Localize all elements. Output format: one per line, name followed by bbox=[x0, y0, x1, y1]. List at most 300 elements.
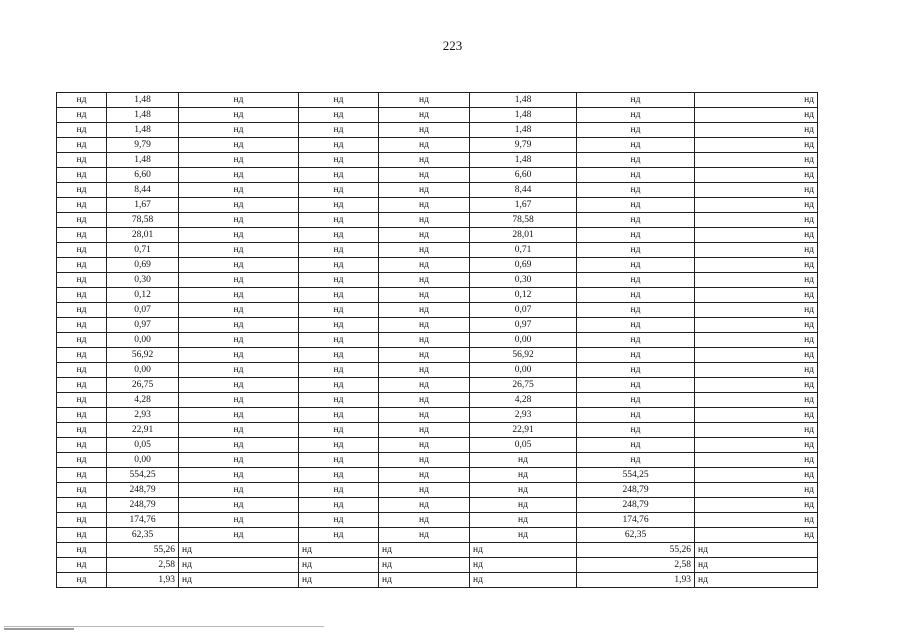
table-row bbox=[57, 558, 818, 573]
table-row bbox=[57, 453, 818, 468]
table-cell: 0,97 bbox=[107, 318, 179, 333]
table-cell: нд bbox=[179, 513, 299, 528]
table-cell: 0,05 bbox=[107, 438, 179, 453]
table-cell: нд bbox=[695, 453, 818, 468]
table-cell: нд bbox=[379, 153, 470, 168]
table-cell: нд bbox=[695, 408, 818, 423]
table-cell: нд bbox=[299, 213, 379, 228]
table-cell: 56,92 bbox=[470, 348, 577, 363]
table-cell: нд bbox=[299, 483, 379, 498]
table-cell: 78,58 bbox=[470, 213, 577, 228]
table-cell: нд bbox=[299, 153, 379, 168]
table-row bbox=[57, 543, 818, 558]
table-row bbox=[57, 468, 818, 483]
table-cell: нд bbox=[179, 288, 299, 303]
table-cell: нд bbox=[577, 258, 695, 273]
table-cell: 248,79 bbox=[577, 498, 695, 513]
table-cell: 0,07 bbox=[470, 303, 577, 318]
table-cell: нд bbox=[57, 468, 107, 483]
table-cell: нд bbox=[57, 528, 107, 543]
table-cell: нд bbox=[57, 423, 107, 438]
table-cell: нд bbox=[179, 408, 299, 423]
table-row bbox=[57, 333, 818, 348]
table-cell: нд bbox=[179, 378, 299, 393]
table-cell: 0,12 bbox=[107, 288, 179, 303]
table-cell: 9,79 bbox=[107, 138, 179, 153]
table-cell: нд bbox=[179, 543, 299, 558]
table-cell: нд bbox=[695, 123, 818, 138]
table-cell: нд bbox=[299, 273, 379, 288]
table-cell: нд bbox=[57, 348, 107, 363]
table-cell: нд bbox=[179, 168, 299, 183]
table-cell: нд bbox=[379, 108, 470, 123]
table-cell: нд bbox=[299, 228, 379, 243]
table-cell: нд bbox=[179, 483, 299, 498]
table-cell: нд bbox=[57, 153, 107, 168]
table-cell: 248,79 bbox=[107, 498, 179, 513]
table-cell: 1,48 bbox=[107, 108, 179, 123]
table-cell: нд bbox=[577, 138, 695, 153]
table-cell: нд bbox=[695, 153, 818, 168]
table-cell: нд bbox=[57, 573, 107, 588]
table-cell: нд bbox=[379, 183, 470, 198]
table-cell: нд bbox=[695, 333, 818, 348]
table-cell: нд bbox=[179, 423, 299, 438]
table-cell: нд bbox=[57, 198, 107, 213]
table-cell: 1,48 bbox=[107, 123, 179, 138]
table-cell: 0,30 bbox=[107, 273, 179, 288]
table-cell: нд bbox=[299, 168, 379, 183]
table-cell: нд bbox=[379, 393, 470, 408]
table-cell: 62,35 bbox=[577, 528, 695, 543]
table-row bbox=[57, 198, 818, 213]
table-cell: нд bbox=[577, 333, 695, 348]
table-cell: нд bbox=[179, 348, 299, 363]
table-cell: нд bbox=[179, 453, 299, 468]
table-cell: нд bbox=[379, 423, 470, 438]
table-cell: 0,07 bbox=[107, 303, 179, 318]
table-cell: 9,79 bbox=[470, 138, 577, 153]
table-cell: нд bbox=[577, 363, 695, 378]
table-cell: нд bbox=[695, 93, 818, 108]
table-row bbox=[57, 378, 818, 393]
table-row bbox=[57, 438, 818, 453]
table-cell: нд bbox=[470, 483, 577, 498]
table-cell: нд bbox=[577, 408, 695, 423]
table-cell: нд bbox=[379, 318, 470, 333]
table-cell: нд bbox=[379, 258, 470, 273]
table-row bbox=[57, 108, 818, 123]
table-cell: 1,48 bbox=[470, 153, 577, 168]
table-cell: 1,67 bbox=[470, 198, 577, 213]
table-cell: нд bbox=[299, 438, 379, 453]
table-cell: нд bbox=[379, 363, 470, 378]
table-cell: 1,48 bbox=[470, 93, 577, 108]
table-cell: 2,93 bbox=[107, 408, 179, 423]
table-cell: 2,93 bbox=[470, 408, 577, 423]
table-cell: нд bbox=[577, 123, 695, 138]
table-cell: нд bbox=[695, 498, 818, 513]
table-row bbox=[57, 513, 818, 528]
table-cell: нд bbox=[379, 528, 470, 543]
table-cell: нд bbox=[577, 423, 695, 438]
table-cell: нд bbox=[299, 198, 379, 213]
table-cell: нд bbox=[179, 183, 299, 198]
table-cell: нд bbox=[57, 258, 107, 273]
table-cell: нд bbox=[57, 333, 107, 348]
table-cell: нд bbox=[299, 468, 379, 483]
table-cell: 0,00 bbox=[470, 333, 577, 348]
table-row bbox=[57, 573, 818, 588]
table-cell: нд bbox=[379, 228, 470, 243]
table-cell: нд bbox=[695, 318, 818, 333]
table-cell: 4,28 bbox=[107, 393, 179, 408]
table-cell: нд bbox=[299, 243, 379, 258]
table-cell: нд bbox=[379, 378, 470, 393]
table-cell: нд bbox=[695, 258, 818, 273]
table-cell: нд bbox=[57, 168, 107, 183]
table-cell: нд bbox=[299, 258, 379, 273]
table-cell: нд bbox=[299, 363, 379, 378]
table-cell: нд bbox=[57, 183, 107, 198]
footer-rule-mark bbox=[4, 628, 74, 630]
table-cell: нд bbox=[695, 168, 818, 183]
table-cell: 248,79 bbox=[107, 483, 179, 498]
table-cell: нд bbox=[379, 273, 470, 288]
table-cell: нд bbox=[695, 483, 818, 498]
table-cell: нд bbox=[577, 168, 695, 183]
table-cell: нд bbox=[695, 423, 818, 438]
table-row bbox=[57, 123, 818, 138]
table-cell: нд bbox=[379, 348, 470, 363]
table-cell: нд bbox=[577, 108, 695, 123]
table-cell: 1,93 bbox=[577, 573, 695, 588]
table-cell: нд bbox=[695, 138, 818, 153]
table-row bbox=[57, 183, 818, 198]
table-cell: нд bbox=[299, 138, 379, 153]
table-cell: нд bbox=[57, 543, 107, 558]
table-cell: нд bbox=[179, 468, 299, 483]
table-cell: нд bbox=[179, 498, 299, 513]
table-cell: нд bbox=[379, 93, 470, 108]
table-cell: нд bbox=[299, 348, 379, 363]
table-row bbox=[57, 348, 818, 363]
table-cell: нд bbox=[299, 183, 379, 198]
table-cell: нд bbox=[179, 93, 299, 108]
table-cell: нд bbox=[57, 378, 107, 393]
table-cell: 55,26 bbox=[107, 543, 179, 558]
table-cell: нд bbox=[695, 213, 818, 228]
table-cell: 248,79 bbox=[577, 483, 695, 498]
table-cell: нд bbox=[299, 123, 379, 138]
table-cell: нд bbox=[179, 228, 299, 243]
table-cell: 1,48 bbox=[470, 123, 577, 138]
table-cell: нд bbox=[379, 513, 470, 528]
table-cell: нд bbox=[57, 498, 107, 513]
table-cell: нд bbox=[379, 498, 470, 513]
table-cell: нд bbox=[470, 528, 577, 543]
table-cell: нд bbox=[299, 333, 379, 348]
table-cell: 22,91 bbox=[470, 423, 577, 438]
table-cell: нд bbox=[695, 273, 818, 288]
table-cell: 0,00 bbox=[107, 333, 179, 348]
table-cell: 26,75 bbox=[107, 378, 179, 393]
table-cell: нд bbox=[179, 108, 299, 123]
table-cell: нд bbox=[299, 318, 379, 333]
table-cell: нд bbox=[299, 408, 379, 423]
table-cell: нд bbox=[57, 303, 107, 318]
table-cell: нд bbox=[379, 558, 470, 573]
table-cell: 62,35 bbox=[107, 528, 179, 543]
table-row bbox=[57, 273, 818, 288]
table-cell: нд bbox=[695, 573, 818, 588]
table-cell: нд bbox=[299, 513, 379, 528]
table-cell: нд bbox=[695, 228, 818, 243]
table-cell: нд bbox=[179, 393, 299, 408]
table-row bbox=[57, 288, 818, 303]
table-cell: нд bbox=[577, 393, 695, 408]
table-cell: нд bbox=[470, 513, 577, 528]
table-cell: нд bbox=[577, 243, 695, 258]
table-cell: 56,92 bbox=[107, 348, 179, 363]
table-cell: нд bbox=[577, 213, 695, 228]
table-cell: нд bbox=[299, 393, 379, 408]
table-cell: нд bbox=[695, 348, 818, 363]
table-row bbox=[57, 228, 818, 243]
table-row bbox=[57, 423, 818, 438]
table-cell: нд bbox=[57, 513, 107, 528]
table-cell: нд bbox=[179, 438, 299, 453]
table-cell: нд bbox=[179, 333, 299, 348]
table-cell: 22,91 bbox=[107, 423, 179, 438]
table-row bbox=[57, 213, 818, 228]
table-cell: 0,12 bbox=[470, 288, 577, 303]
table-cell: нд bbox=[299, 288, 379, 303]
table-cell: нд bbox=[379, 468, 470, 483]
table-cell: нд bbox=[577, 318, 695, 333]
page-number: 223 bbox=[442, 38, 463, 53]
table-cell: нд bbox=[299, 543, 379, 558]
table-cell: нд bbox=[695, 543, 818, 558]
table-cell: нд bbox=[695, 303, 818, 318]
table-cell: нд bbox=[695, 243, 818, 258]
table-cell: нд bbox=[577, 453, 695, 468]
table-cell: нд bbox=[695, 528, 818, 543]
table-cell: нд bbox=[577, 198, 695, 213]
table-cell: 2,58 bbox=[577, 558, 695, 573]
table-cell: нд bbox=[470, 543, 577, 558]
table-cell: нд bbox=[379, 438, 470, 453]
table-cell: нд bbox=[577, 228, 695, 243]
table-cell: нд bbox=[179, 258, 299, 273]
table-cell: нд bbox=[695, 438, 818, 453]
table-row bbox=[57, 483, 818, 498]
table-cell: нд bbox=[470, 573, 577, 588]
table-cell: нд bbox=[179, 318, 299, 333]
table-cell: нд bbox=[57, 363, 107, 378]
table-cell: 26,75 bbox=[470, 378, 577, 393]
table-cell: нд bbox=[57, 213, 107, 228]
table-cell: нд bbox=[179, 243, 299, 258]
table-cell: 2,58 bbox=[107, 558, 179, 573]
table-cell: нд bbox=[695, 468, 818, 483]
table-cell: 6,60 bbox=[470, 168, 577, 183]
table-cell: 0,71 bbox=[107, 243, 179, 258]
table-cell: нд bbox=[299, 303, 379, 318]
table-cell: нд bbox=[379, 543, 470, 558]
table-cell: нд bbox=[695, 288, 818, 303]
table-cell: 1,93 bbox=[107, 573, 179, 588]
table-cell: нд bbox=[379, 168, 470, 183]
table-cell: нд bbox=[179, 138, 299, 153]
table-cell: нд bbox=[57, 483, 107, 498]
table-cell: нд bbox=[470, 453, 577, 468]
table-cell: 1,67 bbox=[107, 198, 179, 213]
table-cell: нд bbox=[379, 288, 470, 303]
table-cell: нд bbox=[179, 198, 299, 213]
table-cell: нд bbox=[577, 378, 695, 393]
table-cell: 6,60 bbox=[107, 168, 179, 183]
table-cell: нд bbox=[379, 453, 470, 468]
table-cell: 0,00 bbox=[470, 363, 577, 378]
table-cell: нд bbox=[379, 123, 470, 138]
table-cell: нд bbox=[57, 228, 107, 243]
table-cell: 78,58 bbox=[107, 213, 179, 228]
table-cell: нд bbox=[179, 123, 299, 138]
table-cell: нд bbox=[695, 363, 818, 378]
table-cell: нд bbox=[695, 558, 818, 573]
table-cell: нд bbox=[695, 108, 818, 123]
table-cell: 8,44 bbox=[470, 183, 577, 198]
table-cell: нд bbox=[470, 498, 577, 513]
table-cell: нд bbox=[299, 423, 379, 438]
table-row bbox=[57, 153, 818, 168]
table-cell: нд bbox=[57, 243, 107, 258]
table-row bbox=[57, 168, 818, 183]
table-cell: нд bbox=[179, 213, 299, 228]
table-cell: нд bbox=[57, 318, 107, 333]
table-row bbox=[57, 363, 818, 378]
table-cell: нд bbox=[179, 528, 299, 543]
table-row bbox=[57, 243, 818, 258]
table-cell: нд bbox=[299, 93, 379, 108]
table-cell: нд bbox=[57, 138, 107, 153]
table-cell: 8,44 bbox=[107, 183, 179, 198]
table-cell: нд bbox=[470, 558, 577, 573]
table-cell: нд bbox=[57, 123, 107, 138]
table-cell: 0,69 bbox=[470, 258, 577, 273]
table-cell: нд bbox=[57, 393, 107, 408]
table-cell: нд bbox=[695, 378, 818, 393]
table-cell: 0,97 bbox=[470, 318, 577, 333]
table-cell: нд bbox=[695, 183, 818, 198]
table-cell: нд bbox=[577, 273, 695, 288]
table-cell: 554,25 bbox=[577, 468, 695, 483]
table-cell: нд bbox=[577, 303, 695, 318]
table-row bbox=[57, 408, 818, 423]
table-row bbox=[57, 528, 818, 543]
table-cell: 1,48 bbox=[107, 153, 179, 168]
table-cell: нд bbox=[57, 108, 107, 123]
table-cell: нд bbox=[57, 453, 107, 468]
table-cell: нд bbox=[577, 153, 695, 168]
table-cell: нд bbox=[57, 438, 107, 453]
table-cell: нд bbox=[57, 558, 107, 573]
table-cell: нд bbox=[379, 573, 470, 588]
table-cell: нд bbox=[179, 363, 299, 378]
table-row bbox=[57, 318, 818, 333]
table-row bbox=[57, 258, 818, 273]
table-cell: 0,00 bbox=[107, 363, 179, 378]
table-cell: 4,28 bbox=[470, 393, 577, 408]
table-cell: нд bbox=[299, 378, 379, 393]
table-cell: 554,25 bbox=[107, 468, 179, 483]
table-cell: нд bbox=[179, 273, 299, 288]
table-cell: нд bbox=[299, 528, 379, 543]
table-cell: 1,48 bbox=[107, 93, 179, 108]
table-cell: нд bbox=[379, 213, 470, 228]
table-cell: нд bbox=[57, 273, 107, 288]
table-cell: 0,30 bbox=[470, 273, 577, 288]
table-cell: нд bbox=[299, 498, 379, 513]
table-cell: 0,00 bbox=[107, 453, 179, 468]
table-cell: нд bbox=[577, 288, 695, 303]
table-cell: 28,01 bbox=[107, 228, 179, 243]
table-cell: нд bbox=[379, 408, 470, 423]
table-cell: 28,01 bbox=[470, 228, 577, 243]
table-cell: нд bbox=[299, 108, 379, 123]
table-row bbox=[57, 93, 818, 108]
table-cell: нд bbox=[379, 243, 470, 258]
table-cell: 0,71 bbox=[470, 243, 577, 258]
table-row bbox=[57, 498, 818, 513]
table-cell: нд bbox=[577, 93, 695, 108]
table-cell: нд bbox=[57, 408, 107, 423]
table-cell: нд bbox=[57, 288, 107, 303]
table-cell: нд bbox=[379, 483, 470, 498]
table-cell: нд bbox=[179, 558, 299, 573]
table-row bbox=[57, 393, 818, 408]
table-cell: нд bbox=[179, 303, 299, 318]
table-cell: 1,48 bbox=[470, 108, 577, 123]
table-cell: нд bbox=[577, 348, 695, 363]
table-cell: нд bbox=[179, 573, 299, 588]
table-cell: нд bbox=[379, 138, 470, 153]
table-cell: нд bbox=[695, 198, 818, 213]
footer-rule bbox=[4, 626, 324, 627]
table-cell: нд bbox=[179, 153, 299, 168]
table-cell: нд bbox=[299, 573, 379, 588]
data-table bbox=[56, 92, 818, 588]
table-row bbox=[57, 303, 818, 318]
table-cell: нд bbox=[379, 303, 470, 318]
table-row bbox=[57, 138, 818, 153]
table-cell: нд bbox=[379, 333, 470, 348]
table-cell: нд bbox=[470, 468, 577, 483]
table-cell: 0,05 bbox=[470, 438, 577, 453]
table-cell: нд bbox=[379, 198, 470, 213]
table-cell: 174,76 bbox=[577, 513, 695, 528]
table-cell: нд bbox=[57, 93, 107, 108]
table-cell: нд bbox=[299, 453, 379, 468]
table-cell: нд bbox=[577, 183, 695, 198]
table-cell: нд bbox=[577, 438, 695, 453]
table-cell: 174,76 bbox=[107, 513, 179, 528]
table-cell: нд bbox=[299, 558, 379, 573]
table-cell: нд bbox=[695, 393, 818, 408]
table-cell: 0,69 bbox=[107, 258, 179, 273]
table-cell: 55,26 bbox=[577, 543, 695, 558]
